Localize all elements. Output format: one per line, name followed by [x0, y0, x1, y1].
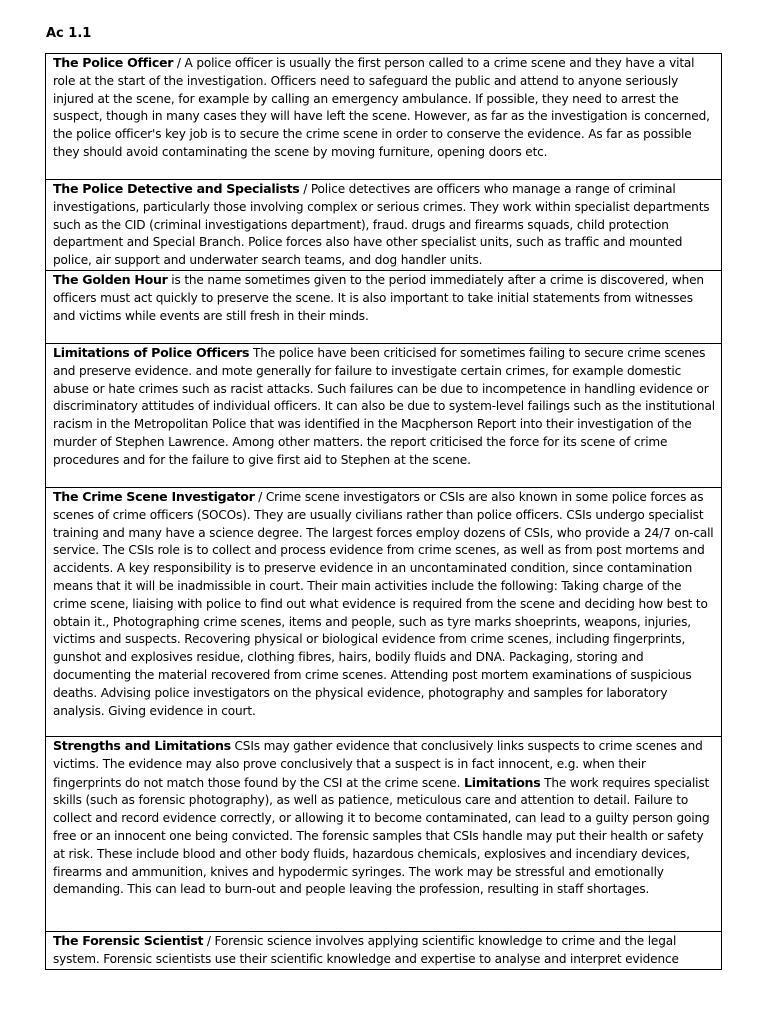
- section-golden-hour: [46, 270, 722, 343]
- section-text: / Crime scene investigators or CSIs are also known in some police forces as scenes of crime officers (SOCOs). They are usually civilians rather than police officers. CSIs undergo specialist training and many have a science degree. The largest forces employ dozens of CSIs, who provide a 24/7 on-call service. The CSIs role is to collect and process evidence from crime scenes, as well as from post mortems and accidents. A key responsibility is to preserve evidence in an uncontaminated condition, since contamination means that it will be inadmissible in court. Their main activities include the following: Taking charge of the crime scene, liaising with police to find out what evidence is required from the scene and deciding how best to obtain it., Photographing crime scenes, items and people, such as tyre marks shoeprints, weapons, injuries, victims and suspects. Recovering physical or biological evidence from crime scenes, including fingerprints, gunshot and explosives residue, clothing fibres, hairs, bodily fluids and DNA. Packaging, storing and documenting the material recovered from crime scenes. Attending post mortem examinations of suspicious deaths. Advising police investigators on the physical evidence, photography and samples for laboratory analysis. Giving evidence in court.: [53, 489, 714, 718]
- section-text: The work requires specialist skills (such as forensic photography), as well as patience, meticulous care and attention to detail. Failure to collect and record evidence correctly, or allowing it to become contaminated, can lead to a guilty person going free or an innocent one being convicted. The forensic samples that CSIs handle may put their health or safety at risk. These include blood and other body fluids, hazardous chemicals, explosives and incendiary devices, firearms and ammunition, knives and hypodermic syringes. The work may be stressful and emotionally demanding. This can lead to burn-out and people leaving the profession, resulting in staff shortages.: [53, 775, 710, 897]
- section-forensic-scientist: [46, 931, 722, 969]
- section-limitations-police: [46, 343, 722, 487]
- section-label: The Crime Scene Investigator: [53, 488, 255, 504]
- section-label: The Forensic Scientist: [53, 932, 204, 948]
- section-text: / Police detectives are officers who manage a range of criminal investigations, particularly those involving complex or serious crimes. They work within specialist departments such as the CID (criminal investigations department), fraud. drugs and firearms squads, child protection department and Special Branch. Police forces also have other specialist units, such as traffic and mounted police, air support and underwater search teams, and dog handler units.: [53, 182, 710, 268]
- section-police-detective: [46, 180, 722, 271]
- section-text: The police have been criticised for sometimes failing to secure crime scenes and preserve evidence. and mote generally for failure to investigate certain crimes, for example domestic abuse or hate crimes such as racist attacks. Such failures can be due to incompetence in handling evidence or discriminatory attitudes of individual officers. It can also be due to system-level failings such as the institutional racism in the Metropolitan Police that was identified in the Macpherson Report into their investigation of the murder of Stephen Lawrence. Among other matters. the report criticised the force for its scene of crime procedures and for the failure to give first aid to Stephen at the scene.: [53, 345, 715, 467]
- section-label: The Police Detective and Specialists: [53, 181, 300, 196]
- section-label: The Golden Hour: [53, 271, 168, 287]
- table-row: [46, 931, 722, 969]
- section-police-officer: [46, 54, 722, 180]
- section-text: / A police officer is usually the first person called to a crime scene and they have a vital role at the start of the investigation. Officers need to safeguard the public and attend to anyone seriously injured at the scene, for example by calling an emergency ambulance. If possible, they need to arrest the suspect, though in many cases they will have left the scene. However, as far as the investigation is concerned, the police officer's key job is to secure the crime scene in order to conserve the evidence. As far as possible they should avoid contaminating the scene by moving furniture, opening doors etc.: [53, 56, 710, 159]
- table-row: [46, 180, 722, 271]
- table-row: [46, 270, 722, 343]
- content-table: [45, 53, 722, 970]
- section-label: The Police Officer: [53, 55, 174, 70]
- table-row: [46, 54, 722, 180]
- section-text: is the name sometimes given to the period immediately after a crime is discovered, when officers must act quickly to preserve the scene. It is also important to take initial statements from witnesses and victims while events are still fresh in their minds.: [53, 272, 704, 323]
- page-heading: Ac 1.1: [46, 26, 92, 41]
- section-sublabel: Limitations: [463, 774, 541, 790]
- section-label: Strengths and Limitations: [53, 737, 231, 753]
- table-row: [46, 343, 722, 487]
- section-label: Limitations of Police Officers: [53, 344, 250, 360]
- section-text: CSIs may gather evidence that conclusively links suspects to crime scenes and victims. The evidence may also prove conclusively that a suspect is in fact innocent, e.g. when their fingerprints do not match those found by the CSI at the crime scene.: [53, 738, 703, 790]
- table-row: [46, 736, 722, 931]
- section-strengths-limitations: [46, 736, 722, 931]
- table-row: [46, 487, 722, 736]
- section-text: / Forensic science involves applying scientific knowledge to crime and the legal system. Forensic scientists use their scientific knowledge and expertise to analyse and interpret evidence: [53, 933, 679, 966]
- section-crime-scene-investigator: [46, 487, 722, 736]
